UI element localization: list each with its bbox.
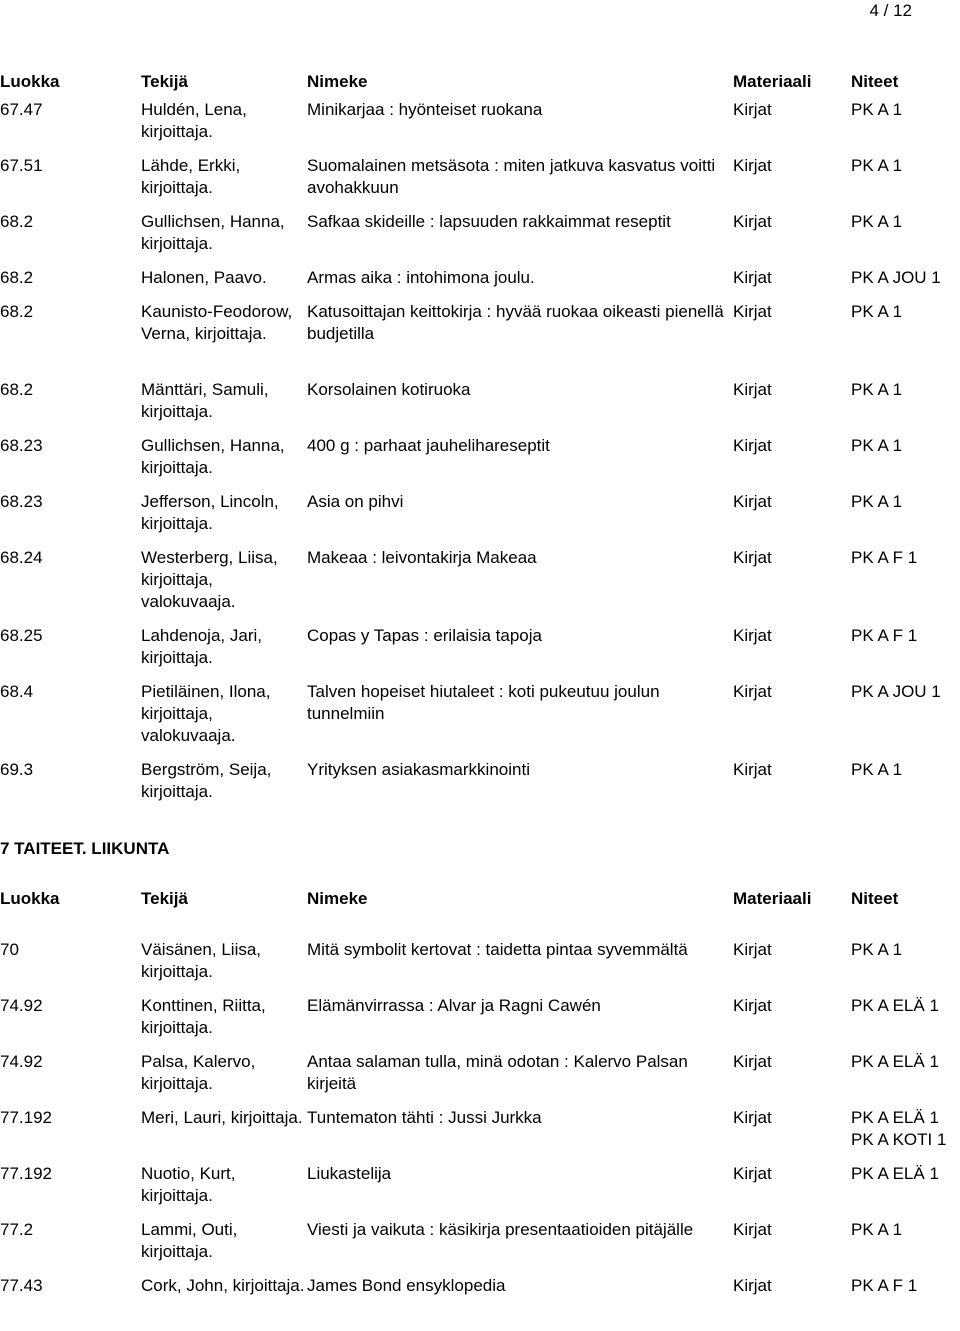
column-header-niteet: Niteet: [851, 72, 899, 91]
cell-niteet: PK A 1: [851, 302, 903, 321]
cell-niteet: PK A JOU 1: [851, 268, 941, 287]
cell-tekija: Palsa, Kalervo, kirjoittaja.: [141, 1052, 256, 1093]
cell-tekija: Westerberg, Liisa, kirjoittaja, valokuvaaja.: [141, 548, 278, 611]
cell-nimeke: Antaa salaman tulla, minä odotan : Kalervo Palsan kirjeitä: [307, 1052, 688, 1093]
cell-tekija: Mänttäri, Samuli, kirjoittaja.: [141, 380, 269, 421]
cell-materiaali: Kirjat: [733, 760, 772, 779]
cell-luokka: 68.25: [0, 626, 43, 645]
column-header-materiaali: Materiaali: [733, 889, 812, 908]
table-row: [0, 211, 960, 267]
table-row: [0, 491, 960, 547]
column-header-tekija: Tekijä: [141, 889, 188, 908]
cell-niteet: PK A 1: [851, 492, 903, 511]
cell-niteet: PK A 1: [851, 212, 903, 231]
cell-niteet: PK A 1: [851, 940, 903, 959]
cell-niteet: PK A 1: [851, 436, 903, 455]
cell-luokka: 68.23: [0, 436, 43, 455]
column-header-row: [0, 71, 960, 93]
cell-luokka: 69.3: [0, 760, 34, 779]
cell-materiaali: Kirjat: [733, 1052, 772, 1071]
cell-nimeke: Talven hopeiset hiutaleet : koti pukeutuu joulun tunnelmiin: [307, 682, 660, 723]
cell-tekija: Nuotio, Kurt, kirjoittaja.: [141, 1164, 236, 1205]
cell-materiaali: Kirjat: [733, 940, 772, 959]
cell-nimeke: Copas y Tapas : erilaisia tapoja: [307, 626, 542, 645]
cell-tekija: Konttinen, Riitta, kirjoittaja.: [141, 996, 266, 1037]
catalog-section-2: [0, 888, 960, 1331]
cell-luokka: 74.92: [0, 1052, 43, 1071]
cell-materiaali: Kirjat: [733, 212, 772, 231]
cell-luokka: 77.43: [0, 1276, 43, 1295]
cell-materiaali: Kirjat: [733, 302, 772, 321]
cell-materiaali: Kirjat: [733, 380, 772, 399]
cell-materiaali: Kirjat: [733, 1220, 772, 1239]
column-header-materiaali: Materiaali: [733, 72, 812, 91]
cell-niteet: PK A 1: [851, 760, 903, 779]
cell-tekija: Gullichsen, Hanna, kirjoittaja.: [141, 436, 285, 477]
cell-nimeke: Minikarjaa : hyönteiset ruokana: [307, 100, 543, 119]
cell-materiaali: Kirjat: [733, 548, 772, 567]
cell-nimeke: Katusoittajan keittokirja : hyvää ruokaa oikeasti pienellä budjetilla: [307, 302, 724, 343]
cell-nimeke: Liukastelija: [307, 1164, 392, 1183]
cell-niteet: PK A ELÄ 1: [851, 996, 939, 1015]
cell-luokka: 77.192: [0, 1164, 52, 1183]
table-row: [0, 759, 960, 815]
table-row: [0, 1163, 960, 1219]
cell-nimeke: Makeaa : leivontakirja Makeaa: [307, 548, 537, 567]
cell-luokka: 68.23: [0, 492, 43, 511]
column-header-luokka: Luokka: [0, 72, 60, 91]
cell-niteet: PK A JOU 1: [851, 682, 941, 701]
column-header-nimeke: Nimeke: [307, 889, 368, 908]
cell-luokka: 77.2: [0, 1220, 34, 1239]
table-row: [0, 99, 960, 155]
cell-niteet: PK A 1: [851, 380, 903, 399]
cell-luokka: 68.2: [0, 212, 34, 231]
cell-tekija: Meri, Lauri, kirjoittaja.: [141, 1108, 303, 1127]
cell-luokka: 68.4: [0, 682, 34, 701]
table-row: [0, 1219, 960, 1275]
cell-niteet: PK A F 1: [851, 548, 918, 567]
cell-niteet: PK A F 1: [851, 1276, 918, 1295]
cell-luokka: 74.92: [0, 996, 43, 1015]
cell-nimeke: James Bond ensyklopedia: [307, 1276, 506, 1295]
cell-niteet: PK A ELÄ 1: [851, 1052, 939, 1071]
cell-materiaali: Kirjat: [733, 1276, 772, 1295]
column-header-niteet: Niteet: [851, 889, 899, 908]
cell-tekija: Lähde, Erkki, kirjoittaja.: [141, 156, 241, 197]
cell-luokka: 67.47: [0, 100, 43, 119]
cell-niteet: PK A 1: [851, 100, 903, 119]
table-row: [0, 547, 960, 625]
cell-niteet: PK A ELÄ 1: [851, 1164, 939, 1183]
table-row: [0, 155, 960, 211]
cell-nimeke: Viesti ja vaikuta : käsikirja presentaatioiden pitäjälle: [307, 1220, 694, 1239]
table-row: [0, 301, 960, 379]
cell-nimeke: Korsolainen kotiruoka: [307, 380, 471, 399]
page-number: 4 / 12: [869, 1, 912, 20]
cell-materiaali: Kirjat: [733, 436, 772, 455]
cell-materiaali: Kirjat: [733, 156, 772, 175]
cell-materiaali: Kirjat: [733, 996, 772, 1015]
cell-luokka: 67.51: [0, 156, 43, 175]
catalog-section-1: [0, 71, 960, 815]
column-header-nimeke: Nimeke: [307, 72, 368, 91]
cell-luokka: 70: [0, 940, 19, 959]
table-row: [0, 379, 960, 435]
cell-tekija: Lahdenoja, Jari, kirjoittaja.: [141, 626, 262, 667]
column-header-tekija: Tekijä: [141, 72, 188, 91]
cell-nimeke: Asia on pihvi: [307, 492, 404, 511]
column-header-luokka: Luokka: [0, 889, 60, 908]
cell-nimeke: Mitä symbolit kertovat : taidetta pintaa syvemmältä: [307, 940, 688, 959]
cell-tekija: Väisänen, Liisa, kirjoittaja.: [141, 940, 262, 981]
cell-tekija: Cork, John, kirjoittaja.: [141, 1276, 305, 1295]
cell-tekija: Gullichsen, Hanna, kirjoittaja.: [141, 212, 285, 253]
cell-nimeke: Armas aika : intohimona joulu.: [307, 268, 535, 287]
cell-tekija: Jefferson, Lincoln, kirjoittaja.: [141, 492, 279, 533]
cell-niteet: PK A ELÄ 1 PK A KOTI 1: [851, 1108, 947, 1149]
cell-luokka: 68.24: [0, 548, 43, 567]
cell-tekija: Lammi, Outi, kirjoittaja.: [141, 1220, 238, 1261]
cell-materiaali: Kirjat: [733, 268, 772, 287]
cell-niteet: PK A F 1: [851, 626, 918, 645]
column-header-row: [0, 888, 960, 910]
cell-luokka: 68.2: [0, 380, 34, 399]
cell-materiaali: Kirjat: [733, 100, 772, 119]
section-title: 7 TAITEET. LIIKUNTA: [0, 839, 170, 858]
cell-luokka: 68.2: [0, 302, 34, 321]
cell-nimeke: Elämänvirrassa : Alvar ja Ragni Cawén: [307, 996, 601, 1015]
cell-niteet: PK A 1: [851, 1220, 903, 1239]
cell-luokka: 77.192: [0, 1108, 52, 1127]
cell-nimeke: Yrityksen asiakasmarkkinointi: [307, 760, 530, 779]
table-row: [0, 1107, 960, 1163]
table-row: [0, 625, 960, 681]
cell-tekija: Huldén, Lena, kirjoittaja.: [141, 100, 247, 141]
cell-niteet: PK A 1: [851, 156, 903, 175]
table-row: [0, 267, 960, 301]
table-row: [0, 681, 960, 759]
cell-materiaali: Kirjat: [733, 1164, 772, 1183]
table-row: [0, 435, 960, 491]
cell-luokka: 68.2: [0, 268, 34, 287]
cell-materiaali: Kirjat: [733, 492, 772, 511]
cell-tekija: Kaunisto-Feodorow, Verna, kirjoittaja.: [141, 302, 293, 343]
table-row: [0, 1051, 960, 1107]
cell-nimeke: Tuntematon tähti : Jussi Jurkka: [307, 1108, 542, 1127]
cell-materiaali: Kirjat: [733, 682, 772, 701]
cell-tekija: Bergström, Seija, kirjoittaja.: [141, 760, 272, 801]
cell-tekija: Halonen, Paavo.: [141, 268, 267, 287]
table-row: [0, 995, 960, 1051]
cell-nimeke: Safkaa skideille : lapsuuden rakkaimmat reseptit: [307, 212, 671, 231]
cell-nimeke: 400 g : parhaat jauhelihareseptit: [307, 436, 550, 455]
table-row: [0, 1275, 960, 1331]
cell-materiaali: Kirjat: [733, 1108, 772, 1127]
cell-nimeke: Suomalainen metsäsota : miten jatkuva kasvatus voitti avohakkuun: [307, 156, 716, 197]
table-row: [0, 939, 960, 995]
cell-materiaali: Kirjat: [733, 626, 772, 645]
cell-tekija: Pietiläinen, Ilona, kirjoittaja, valokuvaaja.: [141, 682, 271, 745]
